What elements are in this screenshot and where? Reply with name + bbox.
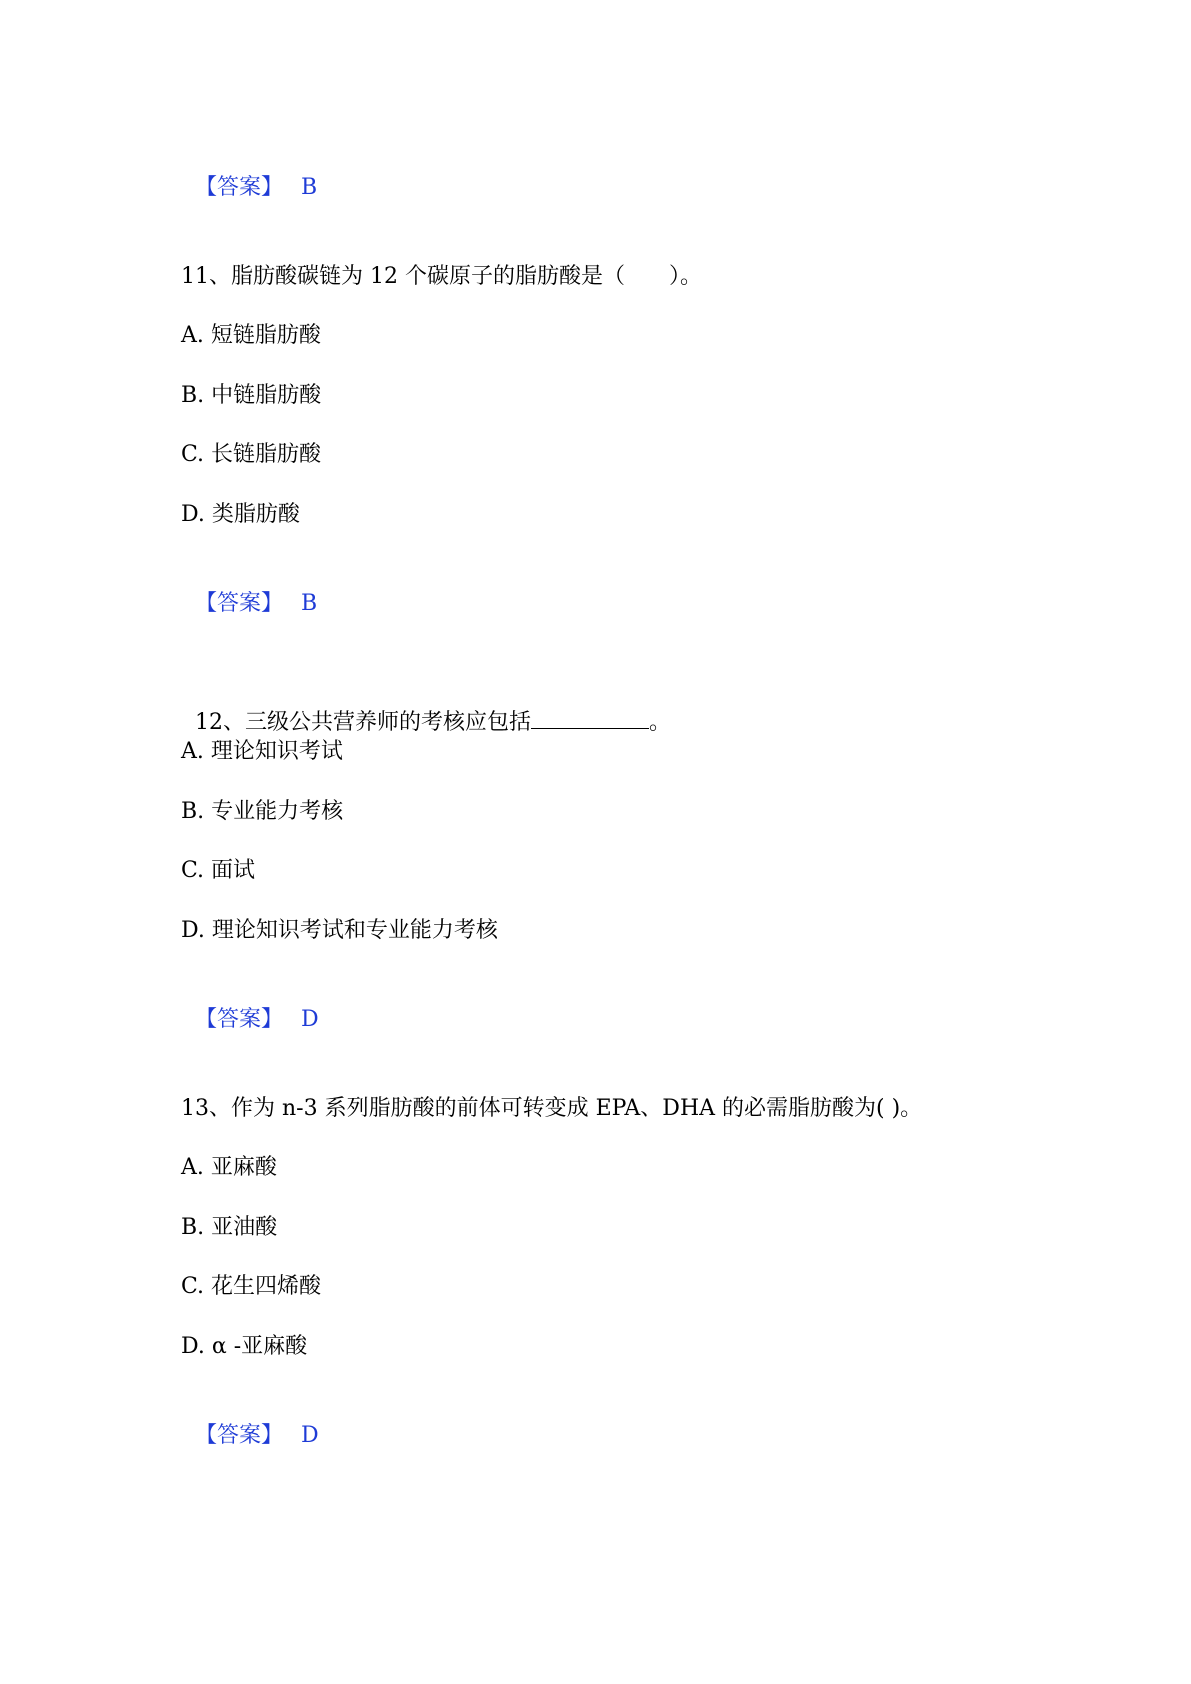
question-11-option-a: A. 短链脂肪酸 xyxy=(181,323,321,348)
answer-label: 【答案】 xyxy=(195,1007,284,1032)
answer-value: D xyxy=(301,1423,319,1448)
question-11-option-c: C. 长链脂肪酸 xyxy=(181,442,322,467)
question-13-stem: 13、作为 n-3 系列脂肪酸的前体可转变成 EPA、DHA 的必需脂肪酸为( )。 xyxy=(181,1096,923,1121)
answer-label: 【答案】 xyxy=(195,175,284,200)
question-11-option-b: B. 中链脂肪酸 xyxy=(181,383,322,408)
answer-value: B xyxy=(301,591,318,616)
question-12-stem xyxy=(181,678,671,738)
answer-line-prev xyxy=(181,143,317,203)
answer-label: 【答案】 xyxy=(195,1423,284,1448)
question-12-stem-end: 。 xyxy=(649,710,672,735)
fill-blank xyxy=(531,708,649,729)
question-11-stem: 11、脂肪酸碳链为 12 个碳原子的脂肪酸是（ ）。 xyxy=(181,264,702,289)
question-13-option-c: C. 花生四烯酸 xyxy=(181,1274,322,1299)
question-12-stem-text: 12、三级公共营养师的考核应包括 xyxy=(195,710,531,735)
answer-value: D xyxy=(301,1007,319,1032)
answer-value: B xyxy=(301,175,318,200)
answer-line-12 xyxy=(181,975,319,1035)
answer-line-11 xyxy=(181,559,317,619)
answer-line-13 xyxy=(181,1391,319,1451)
question-12-option-b: B. 专业能力考核 xyxy=(181,799,344,824)
question-11-option-d: D. 类脂肪酸 xyxy=(181,502,300,527)
answer-label: 【答案】 xyxy=(195,591,284,616)
question-13-option-a: A. 亚麻酸 xyxy=(181,1155,277,1180)
question-12-option-d: D. 理论知识考试和专业能力考核 xyxy=(181,918,498,943)
question-12-option-a: A. 理论知识考试 xyxy=(181,739,343,764)
question-13-option-b: B. 亚油酸 xyxy=(181,1215,278,1240)
question-12-option-c: C. 面试 xyxy=(181,858,256,883)
question-13-option-d: D. α -亚麻酸 xyxy=(181,1334,308,1359)
